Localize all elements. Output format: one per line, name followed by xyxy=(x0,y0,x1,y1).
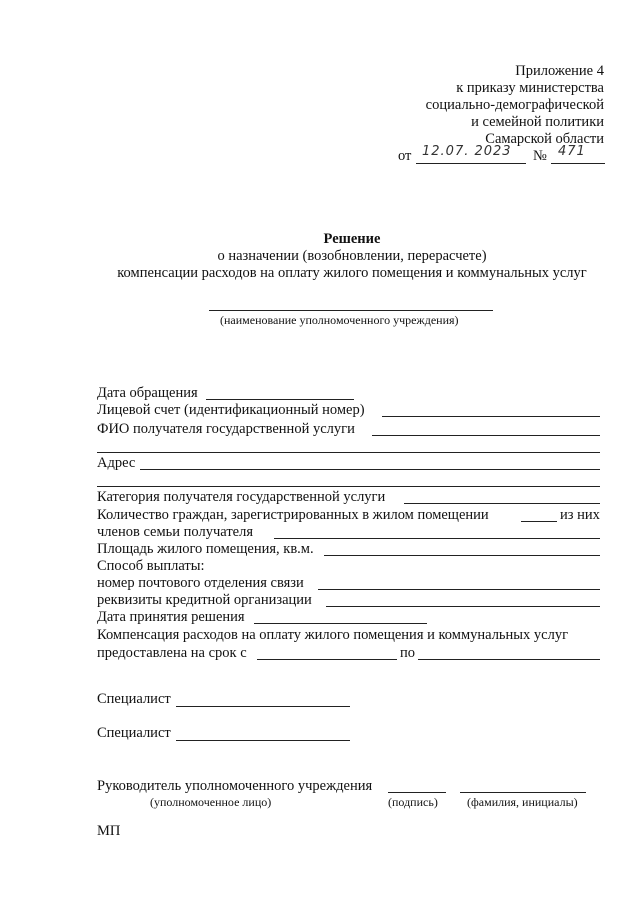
specialist-2-label: Специалист xyxy=(97,725,171,741)
caption-signature: (подпись) xyxy=(388,795,438,809)
period-to-label: по xyxy=(400,645,416,661)
title-line-1: о назначении (возобновлении, перерасчете) xyxy=(217,248,487,264)
institution-caption: (наименование уполномоченного учреждения) xyxy=(220,313,459,327)
recipient-name-line-2 xyxy=(97,452,600,453)
area-label: Площадь жилого помещения, кв.м. xyxy=(97,541,314,557)
citizens-count-line xyxy=(521,521,557,522)
category-label: Категория получателя государственной услуги xyxy=(97,489,386,505)
order-date: 12.07. 2023 xyxy=(422,144,512,159)
payment-method-label: Способ выплаты: xyxy=(97,558,205,574)
number-sign: № xyxy=(533,148,547,164)
period-to-line xyxy=(418,659,600,660)
application-date-line xyxy=(206,399,354,400)
specialist-1-label: Специалист xyxy=(97,691,171,707)
document-title: Решение xyxy=(323,231,381,247)
decision-date-line xyxy=(254,623,427,624)
address-line xyxy=(140,469,600,470)
citizens-count-label: Количество граждан, зарегистрированных в жилом помещении xyxy=(97,507,489,523)
recipient-name-line xyxy=(372,435,600,436)
decision-date-label: Дата принятия решения xyxy=(97,609,245,625)
period-from-line xyxy=(257,659,397,660)
post-office-line xyxy=(318,589,600,590)
compensation-text: Компенсация расходов на оплату жилого помещения и коммунальных услуг xyxy=(97,627,569,643)
appendix-line: Самарской области xyxy=(485,131,604,147)
order-reference xyxy=(398,146,608,166)
head-label: Руководитель уполномоченного учреждения xyxy=(97,778,373,794)
order-number: 471 xyxy=(558,144,586,159)
stamp-label: МП xyxy=(97,823,121,839)
address-line-2 xyxy=(97,486,600,487)
area-line xyxy=(324,555,600,556)
appendix-line: социально-демографической xyxy=(425,97,604,113)
post-office-label: номер почтового отделения связи xyxy=(97,575,304,591)
specialist-1-line xyxy=(176,706,350,707)
recipient-name-label: ФИО получателя государственной услуги xyxy=(97,421,355,437)
family-members-line xyxy=(274,538,600,539)
head-name-line xyxy=(460,792,586,793)
category-line xyxy=(404,503,600,504)
bank-details-line xyxy=(326,606,600,607)
head-signature-line xyxy=(388,792,446,793)
date-line xyxy=(416,163,526,164)
appendix-block xyxy=(426,63,604,148)
application-date-label: Дата обращения xyxy=(97,385,198,401)
citizens-count-suffix: из них xyxy=(560,507,600,523)
caption-name: (фамилия, инициалы) xyxy=(467,795,578,809)
title-block xyxy=(0,231,640,282)
institution-line xyxy=(209,310,493,311)
number-line xyxy=(551,163,605,164)
specialist-2-line xyxy=(176,740,350,741)
appendix-line: к приказу министерства xyxy=(456,80,604,96)
address-label: Адрес xyxy=(97,455,136,471)
from-prefix: от xyxy=(398,148,412,164)
account-line xyxy=(382,416,600,417)
appendix-line: и семейной политики xyxy=(471,114,604,130)
title-line-2: компенсации расходов на оплату жилого помещения и коммунальных услуг xyxy=(117,265,587,281)
bank-details-label: реквизиты кредитной организации xyxy=(97,592,312,608)
appendix-line: Приложение 4 xyxy=(515,63,604,79)
period-from-label: предоставлена на срок с xyxy=(97,645,247,661)
account-label: Лицевой счет (идентификационный номер) xyxy=(97,402,365,418)
family-members-label: членов семьи получателя xyxy=(97,524,254,540)
caption-person: (уполномоченное лицо) xyxy=(150,795,272,809)
